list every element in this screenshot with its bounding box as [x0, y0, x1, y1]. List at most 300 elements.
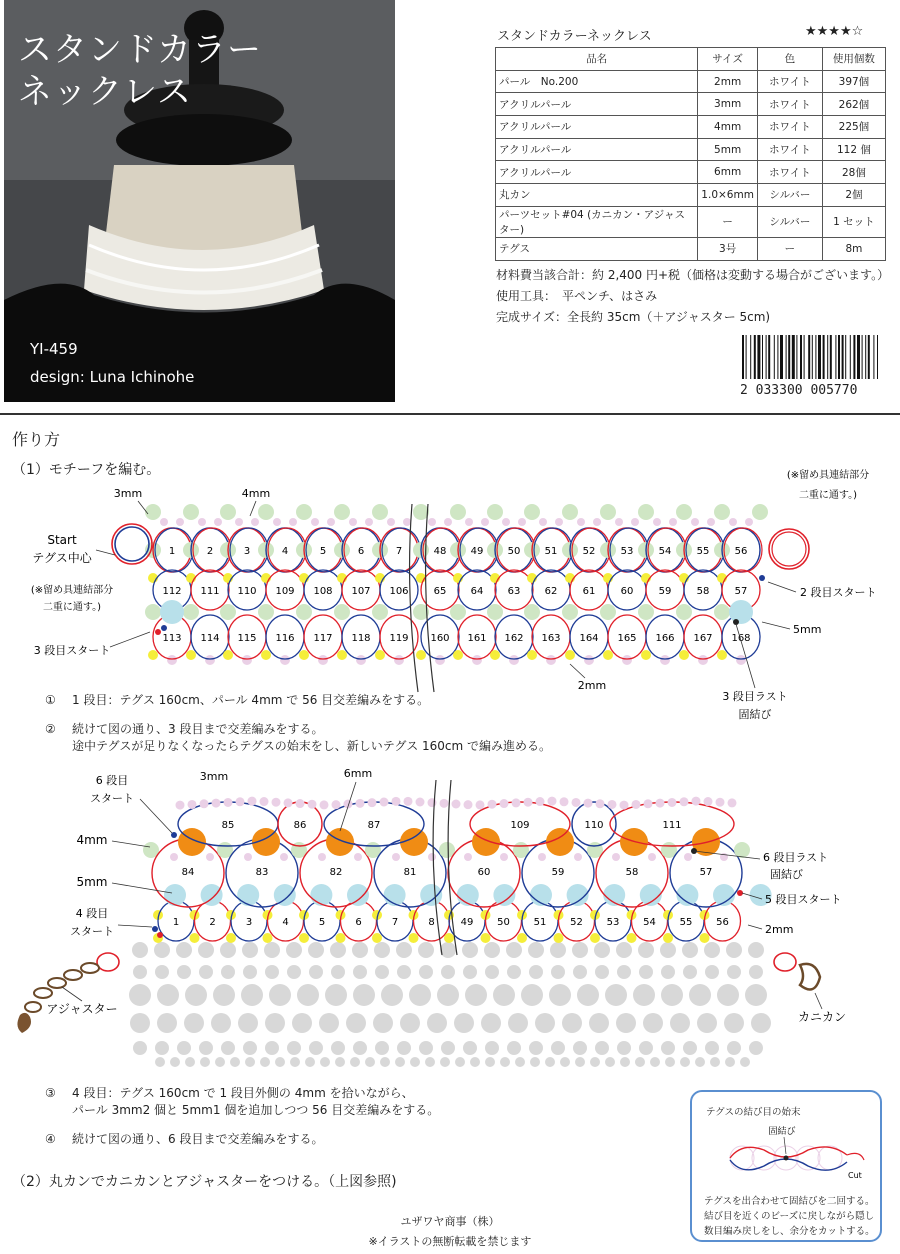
stitch-number: 7 [391, 917, 399, 928]
stitch-number: 53 [606, 917, 620, 928]
gray-bead [529, 1041, 543, 1055]
bead-4mm [183, 604, 199, 620]
gray-bead [373, 1013, 393, 1033]
gray-bead [397, 965, 411, 979]
gray-bead [177, 965, 191, 979]
right-clasp-note-2: 二重に通す。) [798, 490, 858, 501]
stitch-number: 58 [625, 867, 639, 878]
bead-3mm [416, 798, 425, 807]
cell-name: パール No.200 [496, 70, 698, 93]
stitch-number: 65 [433, 586, 447, 597]
bead-3mm [481, 518, 489, 526]
gray-bead [617, 965, 631, 979]
stitch-number: 84 [181, 867, 195, 878]
barcode-bar [865, 335, 866, 379]
gray-bead [221, 1041, 235, 1055]
barcode-bar [800, 335, 802, 379]
gray-bead [595, 965, 609, 979]
bead-3mm [653, 518, 661, 526]
stitch-number: 52 [570, 917, 583, 928]
bead-2mm [148, 650, 158, 660]
cut-label: Cut [848, 1171, 862, 1180]
label-2mm: 2mm [765, 923, 794, 936]
label-3mm: 3mm [113, 487, 143, 500]
row4-start-label-2: スタート [70, 925, 114, 938]
table-row [496, 206, 886, 237]
gray-bead [297, 984, 319, 1006]
gray-bead [545, 1057, 555, 1067]
gray-bead [184, 1013, 204, 1033]
end-loop-inner [772, 532, 806, 566]
bead-3mm [620, 801, 629, 810]
stitch-number: 49 [460, 917, 474, 928]
stitch-number: 61 [582, 586, 596, 597]
gray-bead [305, 1057, 315, 1067]
bead-2mm [372, 933, 382, 943]
gray-bead [400, 1013, 420, 1033]
gray-bead [292, 1013, 312, 1033]
bead-4mm [638, 604, 654, 620]
gray-bead [726, 942, 742, 958]
barcode-bar [845, 335, 846, 379]
barcode-bar [788, 335, 790, 379]
gray-bead [320, 1057, 330, 1067]
start-dot [155, 629, 161, 635]
gray-bead [749, 1041, 763, 1055]
barcode-bar [857, 335, 860, 379]
header-item-name: 品名 [496, 48, 698, 71]
gray-bead [265, 1013, 285, 1033]
bead-3mm [356, 799, 365, 808]
bead-3mm [668, 798, 677, 807]
gray-bead [485, 965, 499, 979]
gray-bead [331, 1041, 345, 1055]
cell-size: 3号 [698, 237, 758, 260]
note-3-num: ③ [45, 1086, 56, 1100]
stitch-number: 64 [470, 586, 484, 597]
stitch-number: 1 [168, 546, 176, 557]
bead-6mm [326, 828, 354, 856]
gray-bead [287, 1041, 301, 1055]
material-cost: 材料費当該合計：約 2,400 円+税（価格は変動する場合がございます。） [496, 268, 890, 282]
gray-bead [441, 1041, 455, 1055]
stitch-number: 110 [584, 820, 604, 831]
gray-bead [331, 965, 345, 979]
barcode-bar [792, 335, 795, 379]
bead-4mm [524, 504, 540, 520]
bead-2mm [299, 650, 309, 660]
gray-bead [170, 1057, 180, 1067]
gray-bead [264, 942, 280, 958]
company-name: ユザワヤ商事（株） [400, 1215, 500, 1228]
bead-3mm [318, 853, 326, 861]
gray-bead [710, 1057, 720, 1067]
gray-bead [410, 1057, 420, 1067]
bead-3mm [622, 655, 632, 665]
bead-3mm [660, 655, 670, 665]
bead-3mm [188, 800, 197, 809]
stitch-number: 51 [544, 546, 558, 557]
gray-bead [507, 965, 521, 979]
gray-bead [535, 1013, 555, 1033]
stitch-number: 162 [504, 633, 524, 644]
bead-3mm [704, 797, 713, 806]
stitch-number: 52 [582, 546, 596, 557]
bead-3mm [707, 518, 715, 526]
gray-bead [705, 965, 719, 979]
end-loop [769, 529, 809, 569]
gray-bead [425, 1057, 435, 1067]
cell-name: アクリルパール [496, 93, 698, 116]
barcode-bar [777, 335, 778, 379]
gray-bead [353, 965, 367, 979]
cell-color: ホワイト [757, 161, 822, 184]
gray-bead [595, 1041, 609, 1055]
note-2-num: ② [45, 722, 56, 736]
stitch-number: 115 [237, 633, 257, 644]
stitch-number: 161 [467, 633, 487, 644]
gray-bead [286, 942, 302, 958]
row6-start-label-2: スタート [90, 792, 134, 805]
gray-bead [485, 1057, 495, 1067]
bead-3mm [691, 518, 699, 526]
gray-bead [419, 965, 433, 979]
bead-3mm [452, 800, 461, 809]
cell-name: 丸カン [496, 184, 698, 207]
stitch-number: 7 [395, 546, 403, 557]
bead-3mm [472, 655, 482, 665]
bead-4mm [220, 504, 236, 520]
gray-bead [594, 942, 610, 958]
cell-size: 4mm [698, 116, 758, 139]
bead-3mm [170, 853, 178, 861]
gray-bead [177, 1041, 191, 1055]
bead-2mm [717, 650, 727, 660]
bead-3mm [356, 655, 366, 665]
stitch-number: 166 [655, 633, 675, 644]
cell-quantity: 8m [822, 237, 885, 260]
barcode-bar [853, 335, 855, 379]
gray-bead [213, 984, 235, 1006]
gray-bead [419, 1041, 433, 1055]
bead-3mm [403, 518, 411, 526]
bead-4mm [145, 504, 161, 520]
bead-3mm [656, 799, 665, 808]
cell-quantity: 2個 [822, 184, 885, 207]
gray-bead [515, 1057, 525, 1067]
bead-3mm [615, 518, 623, 526]
gray-bead [660, 942, 676, 958]
bead-3mm [380, 798, 389, 807]
row6-last-label: 6 段目ラスト [763, 851, 829, 864]
stitch-number: 118 [351, 633, 371, 644]
bead-3mm [365, 518, 373, 526]
stitch-number: 5 [319, 546, 327, 557]
stitch-number: 63 [507, 586, 521, 597]
cell-color: ー [757, 237, 822, 260]
knot-label: 固結び [768, 1127, 796, 1137]
barcode-bar [768, 335, 770, 379]
bead-3mm [167, 655, 177, 665]
barcode-bar [815, 335, 816, 379]
gray-bead [243, 1041, 257, 1055]
bead-4mm [734, 842, 750, 858]
gray-bead [198, 942, 214, 958]
gray-bead [215, 1057, 225, 1067]
cell-name: アクリルパール [496, 116, 698, 139]
cell-name: パーツセット#04 (カニカン・アジャスター) [496, 206, 698, 237]
note-2-text-cont: 途中テグスが足りなくなったらテグスの始末をし、新しいテグス 160cm で編み進める。 [72, 739, 552, 753]
bead-3mm [160, 518, 168, 526]
row4-start-label-1: 4 段目 [75, 907, 109, 920]
bead-3mm [428, 853, 436, 861]
stitch-number: 116 [275, 633, 295, 644]
stitch-number: 112 [162, 586, 182, 597]
row5-start-label: 5 段目スタート [765, 893, 842, 906]
gray-bead [269, 984, 291, 1006]
bead-2mm [261, 650, 271, 660]
section-divider [0, 413, 900, 415]
bead-3mm [214, 518, 222, 526]
gray-bead [485, 1041, 499, 1055]
stitch-number: 110 [237, 586, 257, 597]
bead-3mm [509, 655, 519, 665]
gray-bead [717, 984, 739, 1006]
bead-3mm [548, 797, 557, 806]
materials-table [495, 47, 886, 261]
gray-bead [670, 1013, 690, 1033]
gray-bead [549, 984, 571, 1006]
barcode-bar [873, 335, 874, 379]
start-dot [157, 932, 163, 938]
bead-2mm [337, 650, 347, 660]
barcode-bar [868, 335, 870, 379]
bead-3mm [244, 853, 252, 861]
bead-4mm [258, 504, 274, 520]
gray-bead [176, 942, 192, 958]
stitch-number: 119 [389, 633, 409, 644]
bead-5mm [274, 884, 296, 906]
gray-bead [727, 965, 741, 979]
product-photo [4, 0, 395, 402]
row3-last-label: 3 段目ラスト [722, 690, 788, 703]
gray-bead [380, 1057, 390, 1067]
barcode-bar [877, 335, 878, 379]
gray-bead [577, 984, 599, 1006]
row3-knot-label: 固結び [738, 708, 772, 721]
bead-3mm [296, 799, 305, 808]
table-row [496, 116, 886, 139]
gray-bead [638, 942, 654, 958]
clasp-label: カニカン [797, 1010, 847, 1024]
bead-3mm [632, 800, 641, 809]
row6-knot-label: 固結び [770, 868, 803, 881]
gray-bead [455, 1057, 465, 1067]
cell-quantity: 1 セット [822, 206, 885, 237]
bead-4mm [524, 604, 540, 620]
note-2-text: 続けて図の通り、3 段目まで交差編みをする。 [72, 722, 324, 736]
bead-3mm [574, 853, 582, 861]
bead-4mm [562, 504, 578, 520]
barcode-bar [750, 335, 751, 379]
gray-bead [560, 1057, 570, 1067]
step1-title: （1）モチーフを編む。 [12, 462, 161, 478]
stitch-number: 53 [620, 546, 634, 557]
table-row [496, 93, 886, 116]
barcode-bar [818, 335, 821, 379]
bead-3mm [546, 655, 556, 665]
table-row [496, 184, 886, 207]
gray-bead [275, 1057, 285, 1067]
bead-2mm [299, 933, 309, 943]
bead-4mm [562, 604, 578, 620]
gray-bead [590, 1057, 600, 1067]
stitch-number: 3 [243, 546, 251, 557]
bead-3mm [272, 798, 281, 807]
knot-illustration [702, 1120, 874, 1186]
table-row [496, 237, 886, 260]
bead-5mm [347, 884, 369, 906]
gray-bead [639, 965, 653, 979]
gray-bead [242, 942, 258, 958]
gray-bead [620, 1057, 630, 1067]
barcode-bar [838, 335, 840, 379]
photo-title-line1: スタンドカラー [18, 30, 262, 70]
bead-2mm [679, 650, 689, 660]
note-4-num: ④ [45, 1132, 56, 1146]
barcode-bar [830, 335, 832, 379]
cell-quantity: 397個 [822, 70, 885, 93]
stitch-number: 60 [477, 867, 491, 878]
bead-3mm [327, 518, 335, 526]
gray-bead [309, 1041, 323, 1055]
knot-text-line: 数目編み戻しをし、余分をカットする。 [704, 1226, 875, 1237]
bead-4mm [600, 604, 616, 620]
gray-bead [157, 1013, 177, 1033]
gray-bead [353, 1041, 367, 1055]
label-4mm: 4mm [76, 833, 108, 847]
barcode-bar [742, 335, 744, 379]
barcode-bar [842, 335, 844, 379]
cell-size: 1.0×6mm [698, 184, 758, 207]
photo-title-line2: ネックレス [18, 72, 192, 112]
bead-3mm [502, 518, 510, 526]
difficulty-stars: ★★★★☆ [805, 24, 864, 39]
bead-2mm [565, 650, 575, 660]
stitch-number: 56 [716, 917, 729, 928]
gray-bead [481, 1013, 501, 1033]
gray-bead [748, 942, 764, 958]
bead-4mm [638, 504, 654, 520]
gray-bead [550, 942, 566, 958]
label-2mm: 2mm [577, 679, 607, 692]
bead-4mm [296, 604, 312, 620]
stitch-number: 87 [367, 820, 381, 831]
stitch-number: 108 [313, 586, 333, 597]
bead-3mm [728, 798, 737, 807]
row3-start-label: 3 段目スタート [33, 644, 111, 657]
start-label: Start [47, 533, 77, 547]
bead-2mm [663, 933, 673, 943]
bead-4mm [450, 504, 466, 520]
stitch-number: 167 [693, 633, 713, 644]
lobster-clasp [774, 953, 820, 990]
gray-bead [440, 1057, 450, 1067]
gray-bead [185, 1057, 195, 1067]
gray-bead [463, 965, 477, 979]
bead-3mm [538, 853, 546, 861]
bead-5mm [201, 884, 223, 906]
barcode-bar [774, 335, 775, 379]
bead-2mm [641, 650, 651, 660]
gray-bead [680, 1057, 690, 1067]
gray-bead [751, 1013, 771, 1033]
bead-4mm [714, 504, 730, 520]
gray-bead [705, 1041, 719, 1055]
bead-5mm [729, 600, 753, 624]
gray-bead [154, 942, 170, 958]
bead-3mm [368, 798, 377, 807]
table-row [496, 161, 886, 184]
stitch-number: 49 [470, 546, 484, 557]
start-loop-inner [115, 527, 149, 561]
gray-bead [238, 1013, 258, 1033]
bead-3mm [349, 518, 357, 526]
bead-2mm [226, 933, 236, 943]
bead-3mm [318, 655, 328, 665]
bead-4mm [145, 604, 161, 620]
bead-3mm [596, 799, 605, 808]
bead-3mm [236, 797, 245, 806]
gray-bead [440, 942, 456, 958]
gray-bead [287, 965, 301, 979]
finished-size: 完成サイズ：全長約 35cm（＋アジャスター 5cm) [496, 310, 771, 324]
gray-bead [683, 965, 697, 979]
gray-bead [352, 942, 368, 958]
bead-3mm [387, 518, 395, 526]
header-color: 色 [757, 48, 822, 71]
gray-bead [319, 1013, 339, 1033]
barcode [740, 335, 882, 398]
gray-bead [133, 1041, 147, 1055]
gray-bead [573, 965, 587, 979]
cell-name: アクリルパール [496, 161, 698, 184]
stitch-number: 107 [351, 586, 371, 597]
note-3-text: 4 段目：テグス 160cm で 1 段目外側の 4mm を拾いながら、 [72, 1086, 414, 1100]
stitch-number: 86 [293, 820, 307, 831]
bead-4mm [676, 604, 692, 620]
gray-bead [661, 1041, 675, 1055]
bead-3mm [500, 799, 509, 808]
gray-bead [325, 984, 347, 1006]
barcode-bar [786, 335, 787, 379]
knot-box-title: テグスの結び目の始末 [706, 1107, 801, 1118]
gray-bead [260, 1057, 270, 1067]
bead-3mm [248, 797, 257, 806]
stitch-number: 83 [255, 867, 269, 878]
gray-bead [133, 965, 147, 979]
gray-bead [740, 1057, 750, 1067]
note-1-num: ① [45, 693, 56, 707]
gray-bead [374, 942, 390, 958]
table-header-row [496, 48, 886, 71]
gray-bead [573, 1041, 587, 1055]
bead-3mm [560, 797, 569, 806]
step2-title: （2）丸カンでカニカンとアジャスターをつける。（上図参照) [12, 1174, 397, 1190]
bead-3mm [464, 853, 472, 861]
cell-quantity: 112 個 [822, 138, 885, 161]
stitch-number: 50 [497, 917, 510, 928]
